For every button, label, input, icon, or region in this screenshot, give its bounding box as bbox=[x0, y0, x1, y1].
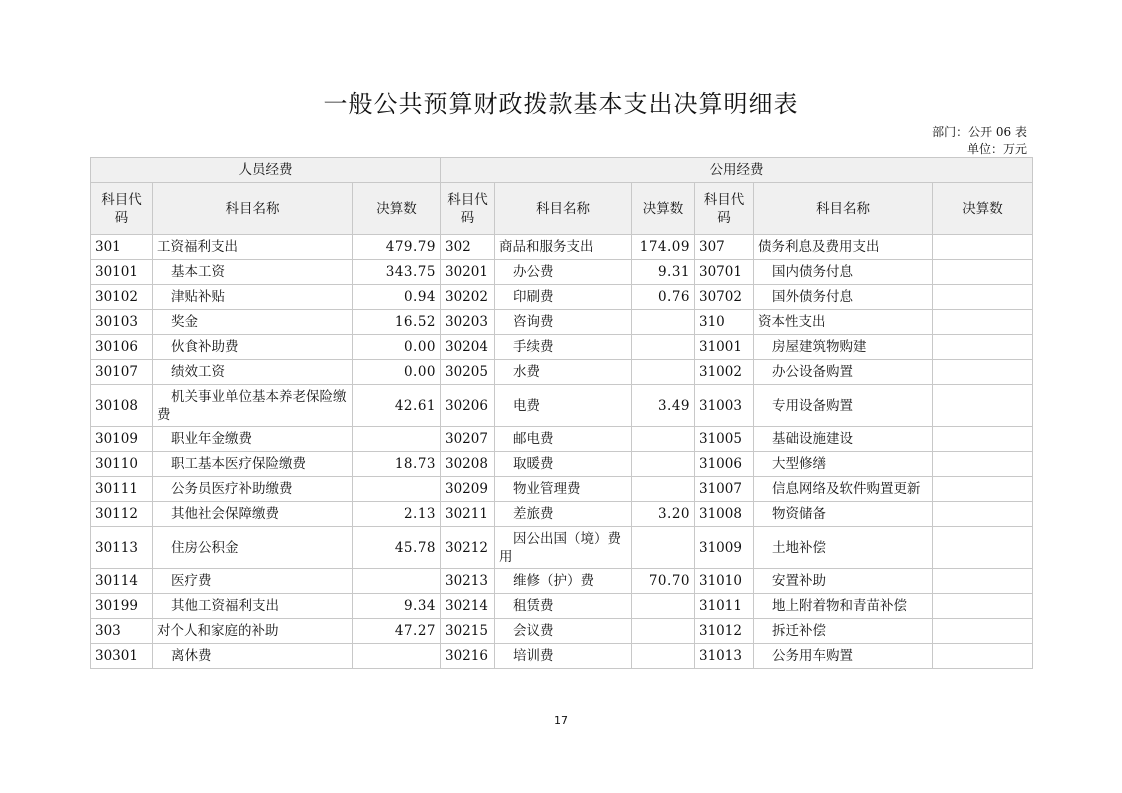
subject-name-cell: 职业年金缴费 bbox=[153, 427, 353, 452]
page-number: 17 bbox=[554, 714, 568, 727]
table-row bbox=[91, 477, 1033, 502]
subject-name-cell: 医疗费 bbox=[153, 569, 353, 594]
subject-name-cell: 其他工资福利支出 bbox=[153, 594, 353, 619]
subject-code-cell: 30114 bbox=[91, 569, 153, 594]
col-header-code: 科目代码 bbox=[441, 183, 495, 235]
subject-code-cell: 307 bbox=[695, 235, 754, 260]
amount-cell: 3.49 bbox=[632, 385, 695, 427]
table-row bbox=[91, 527, 1033, 569]
amount-cell: 47.27 bbox=[353, 619, 441, 644]
table-row bbox=[91, 619, 1033, 644]
subject-name-cell: 奖金 bbox=[153, 310, 353, 335]
amount-cell bbox=[933, 527, 1033, 569]
amount-cell bbox=[933, 335, 1033, 360]
subject-name-cell: 安置补助 bbox=[754, 569, 933, 594]
subject-name-cell: 离休费 bbox=[153, 644, 353, 669]
subject-code-cell: 31005 bbox=[695, 427, 754, 452]
amount-cell: 9.31 bbox=[632, 260, 695, 285]
subject-code-cell: 30205 bbox=[441, 360, 495, 385]
amount-cell bbox=[933, 502, 1033, 527]
subject-code-cell: 30111 bbox=[91, 477, 153, 502]
amount-cell: 2.13 bbox=[353, 502, 441, 527]
subject-code-cell: 30702 bbox=[695, 285, 754, 310]
subject-name-cell: 办公费 bbox=[495, 260, 632, 285]
subject-code-cell: 30209 bbox=[441, 477, 495, 502]
group-header-public: 公用经费 bbox=[441, 158, 1033, 183]
amount-cell bbox=[933, 477, 1033, 502]
subject-name-cell: 因公出国（境）费用 bbox=[495, 527, 632, 569]
subject-name-cell: 其他社会保障缴费 bbox=[153, 502, 353, 527]
subject-code-cell: 30106 bbox=[91, 335, 153, 360]
col-header-name: 科目名称 bbox=[754, 183, 933, 235]
table-row bbox=[91, 310, 1033, 335]
amount-cell bbox=[353, 427, 441, 452]
amount-cell: 42.61 bbox=[353, 385, 441, 427]
table-row bbox=[91, 385, 1033, 427]
table-row bbox=[91, 360, 1033, 385]
subject-name-cell: 物业管理费 bbox=[495, 477, 632, 502]
amount-cell: 70.70 bbox=[632, 569, 695, 594]
table-row bbox=[91, 427, 1033, 452]
subject-code-cell: 30201 bbox=[441, 260, 495, 285]
subject-name-cell: 工资福利支出 bbox=[153, 235, 353, 260]
amount-cell bbox=[933, 385, 1033, 427]
subject-code-cell: 30301 bbox=[91, 644, 153, 669]
subject-name-cell: 国内债务付息 bbox=[754, 260, 933, 285]
subject-name-cell: 地上附着物和青苗补偿 bbox=[754, 594, 933, 619]
amount-cell bbox=[933, 285, 1033, 310]
subject-code-cell: 30110 bbox=[91, 452, 153, 477]
col-header-code: 科目代码 bbox=[91, 183, 153, 235]
unit-label: 单位：万元 bbox=[966, 142, 1027, 156]
amount-cell: 0.00 bbox=[353, 360, 441, 385]
subject-name-cell: 公务用车购置 bbox=[754, 644, 933, 669]
amount-cell bbox=[933, 360, 1033, 385]
page-title: 一般公共预算财政拨款基本支出决算明细表 bbox=[323, 90, 799, 118]
table-row bbox=[91, 335, 1033, 360]
table-row bbox=[91, 235, 1033, 260]
subject-name-cell: 印刷费 bbox=[495, 285, 632, 310]
col-header-amount: 决算数 bbox=[353, 183, 441, 235]
subject-code-cell: 31006 bbox=[695, 452, 754, 477]
amount-cell: 174.09 bbox=[632, 235, 695, 260]
subject-code-cell: 30701 bbox=[695, 260, 754, 285]
table-row bbox=[91, 502, 1033, 527]
amount-cell: 16.52 bbox=[353, 310, 441, 335]
subject-code-cell: 31011 bbox=[695, 594, 754, 619]
amount-cell bbox=[632, 477, 695, 502]
amount-cell bbox=[933, 235, 1033, 260]
amount-cell bbox=[933, 452, 1033, 477]
amount-cell: 45.78 bbox=[353, 527, 441, 569]
amount-cell bbox=[632, 452, 695, 477]
subject-name-cell: 取暖费 bbox=[495, 452, 632, 477]
subject-code-cell: 30207 bbox=[441, 427, 495, 452]
amount-cell bbox=[933, 310, 1033, 335]
subject-name-cell: 租赁费 bbox=[495, 594, 632, 619]
subject-name-cell: 住房公积金 bbox=[153, 527, 353, 569]
subject-code-cell: 30214 bbox=[441, 594, 495, 619]
col-header-name: 科目名称 bbox=[153, 183, 353, 235]
subject-code-cell: 31010 bbox=[695, 569, 754, 594]
subject-name-cell: 机关事业单位基本养老保险缴费 bbox=[153, 385, 353, 427]
amount-cell: 3.20 bbox=[632, 502, 695, 527]
subject-name-cell: 房屋建筑物购建 bbox=[754, 335, 933, 360]
subject-code-cell: 30112 bbox=[91, 502, 153, 527]
subject-code-cell: 310 bbox=[695, 310, 754, 335]
col-header-amount: 决算数 bbox=[933, 183, 1033, 235]
subject-code-cell: 30216 bbox=[441, 644, 495, 669]
amount-cell bbox=[632, 619, 695, 644]
amount-cell bbox=[353, 569, 441, 594]
subject-name-cell: 信息网络及软件购置更新 bbox=[754, 477, 933, 502]
subject-code-cell: 30108 bbox=[91, 385, 153, 427]
subject-name-cell: 办公设备购置 bbox=[754, 360, 933, 385]
budget-detail-table bbox=[90, 157, 1033, 669]
table-row bbox=[91, 569, 1033, 594]
subject-code-cell: 31001 bbox=[695, 335, 754, 360]
group-header-personnel: 人员经费 bbox=[91, 158, 441, 183]
amount-cell bbox=[632, 594, 695, 619]
subject-code-cell: 30199 bbox=[91, 594, 153, 619]
subject-name-cell: 物资储备 bbox=[754, 502, 933, 527]
subject-name-cell: 绩效工资 bbox=[153, 360, 353, 385]
subject-name-cell: 基本工资 bbox=[153, 260, 353, 285]
subject-name-cell: 差旅费 bbox=[495, 502, 632, 527]
subject-code-cell: 30109 bbox=[91, 427, 153, 452]
subject-code-cell: 31013 bbox=[695, 644, 754, 669]
amount-cell bbox=[353, 477, 441, 502]
subject-code-cell: 31007 bbox=[695, 477, 754, 502]
subject-name-cell: 培训费 bbox=[495, 644, 632, 669]
table-row bbox=[91, 644, 1033, 669]
subject-name-cell: 水费 bbox=[495, 360, 632, 385]
amount-cell bbox=[933, 427, 1033, 452]
subject-name-cell: 邮电费 bbox=[495, 427, 632, 452]
subject-code-cell: 30103 bbox=[91, 310, 153, 335]
amount-cell: 18.73 bbox=[353, 452, 441, 477]
col-header-code: 科目代码 bbox=[695, 183, 754, 235]
amount-cell bbox=[632, 360, 695, 385]
subject-name-cell: 对个人和家庭的补助 bbox=[153, 619, 353, 644]
table-row bbox=[91, 594, 1033, 619]
subject-code-cell: 30213 bbox=[441, 569, 495, 594]
subject-code-cell: 30102 bbox=[91, 285, 153, 310]
subject-name-cell: 电费 bbox=[495, 385, 632, 427]
amount-cell bbox=[632, 644, 695, 669]
amount-cell: 0.00 bbox=[353, 335, 441, 360]
amount-cell bbox=[632, 335, 695, 360]
subject-code-cell: 30202 bbox=[441, 285, 495, 310]
subject-name-cell: 津贴补贴 bbox=[153, 285, 353, 310]
dept-label: 部门：公开 06 表 bbox=[932, 125, 1027, 139]
amount-cell: 343.75 bbox=[353, 260, 441, 285]
subject-name-cell: 债务利息及费用支出 bbox=[754, 235, 933, 260]
subject-code-cell: 30206 bbox=[441, 385, 495, 427]
amount-cell: 9.34 bbox=[353, 594, 441, 619]
subject-name-cell: 土地补偿 bbox=[754, 527, 933, 569]
subject-code-cell: 31009 bbox=[695, 527, 754, 569]
subject-code-cell: 303 bbox=[91, 619, 153, 644]
col-header-amount: 决算数 bbox=[632, 183, 695, 235]
table-row bbox=[91, 452, 1033, 477]
subject-name-cell: 大型修缮 bbox=[754, 452, 933, 477]
amount-cell bbox=[933, 594, 1033, 619]
amount-cell bbox=[632, 527, 695, 569]
subject-name-cell: 资本性支出 bbox=[754, 310, 933, 335]
subject-code-cell: 302 bbox=[441, 235, 495, 260]
subject-code-cell: 30204 bbox=[441, 335, 495, 360]
amount-cell bbox=[933, 644, 1033, 669]
subject-name-cell: 商品和服务支出 bbox=[495, 235, 632, 260]
amount-cell: 0.76 bbox=[632, 285, 695, 310]
table-row bbox=[91, 260, 1033, 285]
amount-cell bbox=[933, 619, 1033, 644]
amount-cell bbox=[933, 260, 1033, 285]
subject-name-cell: 公务员医疗补助缴费 bbox=[153, 477, 353, 502]
amount-cell bbox=[632, 310, 695, 335]
subject-name-cell: 伙食补助费 bbox=[153, 335, 353, 360]
subject-code-cell: 31002 bbox=[695, 360, 754, 385]
subject-name-cell: 会议费 bbox=[495, 619, 632, 644]
subject-code-cell: 31012 bbox=[695, 619, 754, 644]
subject-name-cell: 维修（护）费 bbox=[495, 569, 632, 594]
subject-name-cell: 基础设施建设 bbox=[754, 427, 933, 452]
col-header-name: 科目名称 bbox=[495, 183, 632, 235]
subject-code-cell: 30212 bbox=[441, 527, 495, 569]
subject-code-cell: 30215 bbox=[441, 619, 495, 644]
subject-name-cell: 国外债务付息 bbox=[754, 285, 933, 310]
subject-code-cell: 31003 bbox=[695, 385, 754, 427]
subject-code-cell: 31008 bbox=[695, 502, 754, 527]
amount-cell: 479.79 bbox=[353, 235, 441, 260]
subject-name-cell: 职工基本医疗保险缴费 bbox=[153, 452, 353, 477]
subject-code-cell: 30211 bbox=[441, 502, 495, 527]
subject-code-cell: 301 bbox=[91, 235, 153, 260]
subject-code-cell: 30203 bbox=[441, 310, 495, 335]
subject-code-cell: 30208 bbox=[441, 452, 495, 477]
table-row bbox=[91, 285, 1033, 310]
amount-cell: 0.94 bbox=[353, 285, 441, 310]
subject-name-cell: 手续费 bbox=[495, 335, 632, 360]
amount-cell bbox=[933, 569, 1033, 594]
amount-cell bbox=[353, 644, 441, 669]
subject-code-cell: 30113 bbox=[91, 527, 153, 569]
subject-code-cell: 30107 bbox=[91, 360, 153, 385]
subject-name-cell: 拆迁补偿 bbox=[754, 619, 933, 644]
subject-name-cell: 咨询费 bbox=[495, 310, 632, 335]
subject-code-cell: 30101 bbox=[91, 260, 153, 285]
amount-cell bbox=[632, 427, 695, 452]
subject-name-cell: 专用设备购置 bbox=[754, 385, 933, 427]
